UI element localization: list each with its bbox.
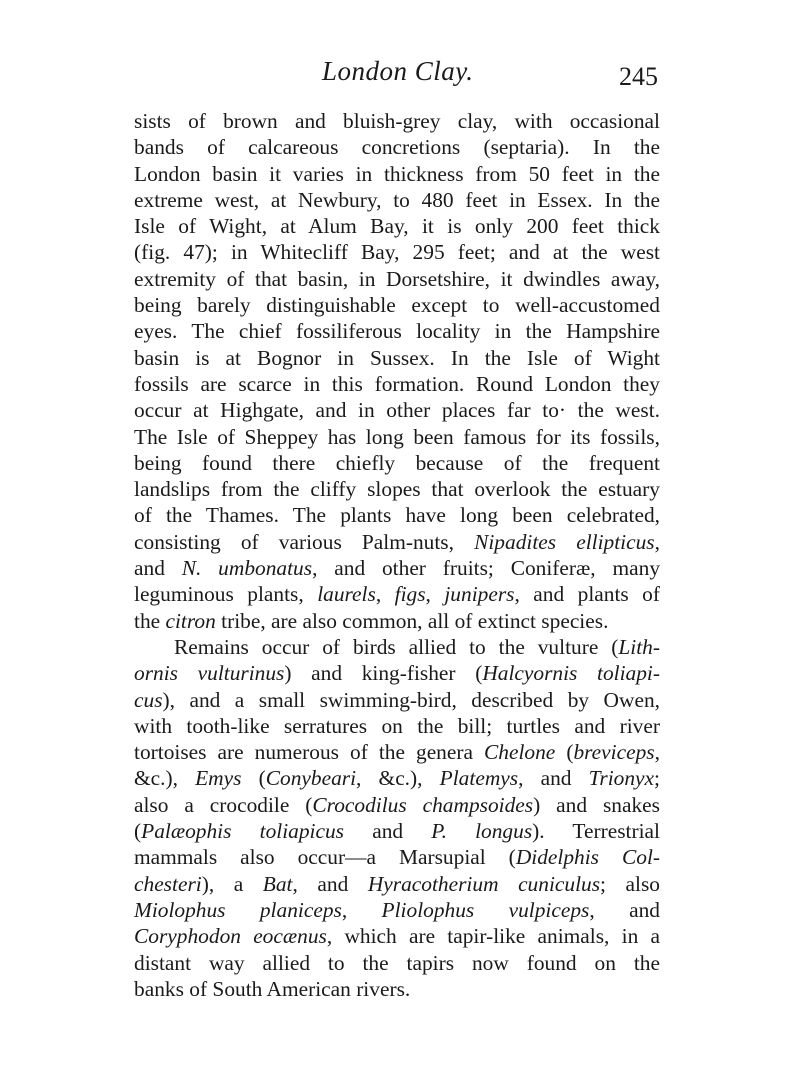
text-run: Remains occur of birds allied to the vulture (	[174, 634, 619, 659]
text-run: ,	[654, 529, 660, 554]
italic-term: junipers	[444, 582, 515, 607]
text-run: ) and snakes	[533, 792, 660, 817]
text-line	[134, 608, 660, 634]
text-run: , and other fruits; Coniferæ, many	[312, 556, 661, 581]
text-line	[134, 660, 660, 686]
text-line	[134, 844, 660, 870]
text-line	[134, 739, 660, 765]
text-run: ). Terrestrial	[532, 819, 660, 844]
text-run: , and	[292, 871, 368, 896]
text-run: banks of South American rivers.	[134, 976, 411, 1001]
text-run: ,	[425, 582, 445, 607]
text-run: landslips from the cliffy slopes that overlook the estuary	[134, 477, 660, 502]
text-run: and	[134, 556, 182, 581]
text-run: mammals also occur—a Marsupial (	[134, 845, 516, 870]
text-run: ), a	[201, 871, 263, 896]
text-run: London basin it varies in thickness from 50 feet in the	[134, 161, 660, 186]
text-run: The Isle of Sheppey has long been famous for its fossils,	[134, 424, 660, 449]
text-line	[134, 213, 660, 239]
body-text	[134, 108, 660, 1002]
text-run: extremity of that basin, in Dorsetshire, it dwindles away,	[134, 266, 660, 291]
text-line	[134, 450, 660, 476]
italic-term: P. longus	[431, 819, 533, 844]
text-line	[134, 634, 660, 660]
running-header	[0, 54, 795, 94]
italic-term: Pliolophus vulpiceps	[381, 897, 590, 922]
text-run: fossils are scarce in this formation. Round London they	[134, 371, 660, 396]
text-line	[134, 923, 660, 949]
text-run: (fig. 47); in Whitecliff Bay, 295 feet; and at the west	[134, 240, 660, 265]
text-line	[134, 765, 660, 791]
text-line	[134, 818, 660, 844]
italic-term: Conybeari	[265, 766, 357, 791]
text-run: also a crocodile (	[134, 792, 313, 817]
text-run: leguminous plants,	[134, 582, 318, 607]
italic-term: N. umbonatus	[181, 556, 313, 581]
italic-term: Hyracotherium cuniculus	[367, 871, 601, 896]
italic-term: laurels	[317, 582, 376, 607]
text-line	[134, 292, 660, 318]
text-run: , and	[589, 897, 660, 922]
text-line	[134, 950, 660, 976]
text-run: of the Thames. The plants have long been celebrated,	[134, 503, 660, 528]
text-run: , which are tapir-like animals, in a	[326, 924, 660, 949]
text-run: ,	[341, 897, 382, 922]
italic-term: ornis vulturinus	[134, 661, 285, 686]
italic-term: Nipadites ellipticus	[474, 529, 655, 554]
running-title: London Clay.	[322, 56, 474, 86]
text-line	[134, 239, 660, 265]
text-run: ;	[654, 766, 660, 791]
text-line	[134, 345, 660, 371]
text-run: distant way allied to the tapirs now found on the	[134, 950, 660, 975]
text-run: &c.),	[134, 766, 196, 791]
text-line	[134, 976, 660, 1002]
text-run: with tooth-like serratures on the bill; turtles and river	[134, 713, 660, 738]
italic-term: Chelone	[484, 740, 556, 765]
text-run: tortoises are numerous of the genera	[134, 740, 485, 765]
italic-term: Palæophis toliapicus	[141, 819, 345, 844]
italic-term: Miolophus planiceps	[134, 897, 342, 922]
text-run: basin is at Bognor in Sussex. In the Isle of Wight	[134, 345, 660, 370]
italic-term: figs	[394, 582, 426, 607]
text-run: Isle of Wight, at Alum Bay, it is only 200 feet thick	[134, 214, 660, 239]
italic-term: citron	[165, 608, 216, 633]
text-run: and	[344, 819, 432, 844]
text-line	[134, 397, 660, 423]
text-run: bands of calcareous concretions (septaria). In the	[134, 135, 660, 160]
italic-term: Emys	[195, 766, 242, 791]
text-run: ,	[375, 582, 395, 607]
text-run: ) and king-fisher (	[284, 661, 483, 686]
text-run: tribe, are also common, all of extinct species.	[215, 608, 609, 633]
text-run: ; also	[600, 871, 660, 896]
text-run: occur at Highgate, and in other places far to· the west.	[134, 398, 660, 423]
text-line	[134, 161, 660, 187]
text-run: (	[134, 819, 142, 844]
text-line	[134, 713, 660, 739]
text-line	[134, 897, 660, 923]
text-run: , and	[518, 766, 589, 791]
text-line	[134, 687, 660, 713]
italic-term: Coryphodon eocænus	[134, 924, 327, 949]
text-line	[134, 581, 660, 607]
text-line	[134, 871, 660, 897]
italic-term: Lith-	[618, 634, 660, 659]
italic-term: cus	[134, 687, 163, 712]
text-run: eyes. The chief fossiliferous locality in the Hampshire	[134, 319, 660, 344]
text-run: ), and a small swimming-bird, described by Owen,	[162, 687, 660, 712]
text-run: , and plants of	[514, 582, 660, 607]
italic-term: Halcyornis toliapi-	[482, 661, 660, 686]
text-line	[134, 187, 660, 213]
italic-term: breviceps	[573, 740, 655, 765]
text-line	[134, 108, 660, 134]
text-run: consisting of various Palm-nuts,	[134, 529, 475, 554]
italic-term: Bat	[262, 871, 293, 896]
text-line	[134, 134, 660, 160]
text-run: (	[241, 766, 266, 791]
text-run: being found there chiefly because of the frequent	[134, 450, 660, 475]
italic-term: Platemys	[439, 766, 519, 791]
text-run: extreme west, at Newbury, to 480 feet in Essex. In the	[134, 187, 660, 212]
text-line	[134, 476, 660, 502]
text-run: being barely distinguishable except to well-accustomed	[134, 293, 660, 318]
text-run: , &c.),	[356, 766, 440, 791]
page-number: 245	[619, 62, 658, 91]
italic-term: Didelphis Col-	[515, 845, 661, 870]
text-line	[134, 555, 660, 581]
text-line	[134, 792, 660, 818]
italic-term: chesteri	[134, 871, 202, 896]
text-run: (	[555, 740, 574, 765]
text-line	[134, 529, 660, 555]
text-run: the	[134, 608, 166, 633]
text-line	[134, 371, 660, 397]
text-line	[134, 318, 660, 344]
text-run: sists of brown and bluish-grey clay, with occasional	[134, 109, 660, 133]
text-line	[134, 266, 660, 292]
text-run: ,	[654, 740, 660, 765]
text-line	[134, 502, 660, 528]
italic-term: Trionyx	[588, 766, 655, 791]
italic-term: Crocodilus champsoides	[312, 792, 534, 817]
text-line	[134, 424, 660, 450]
